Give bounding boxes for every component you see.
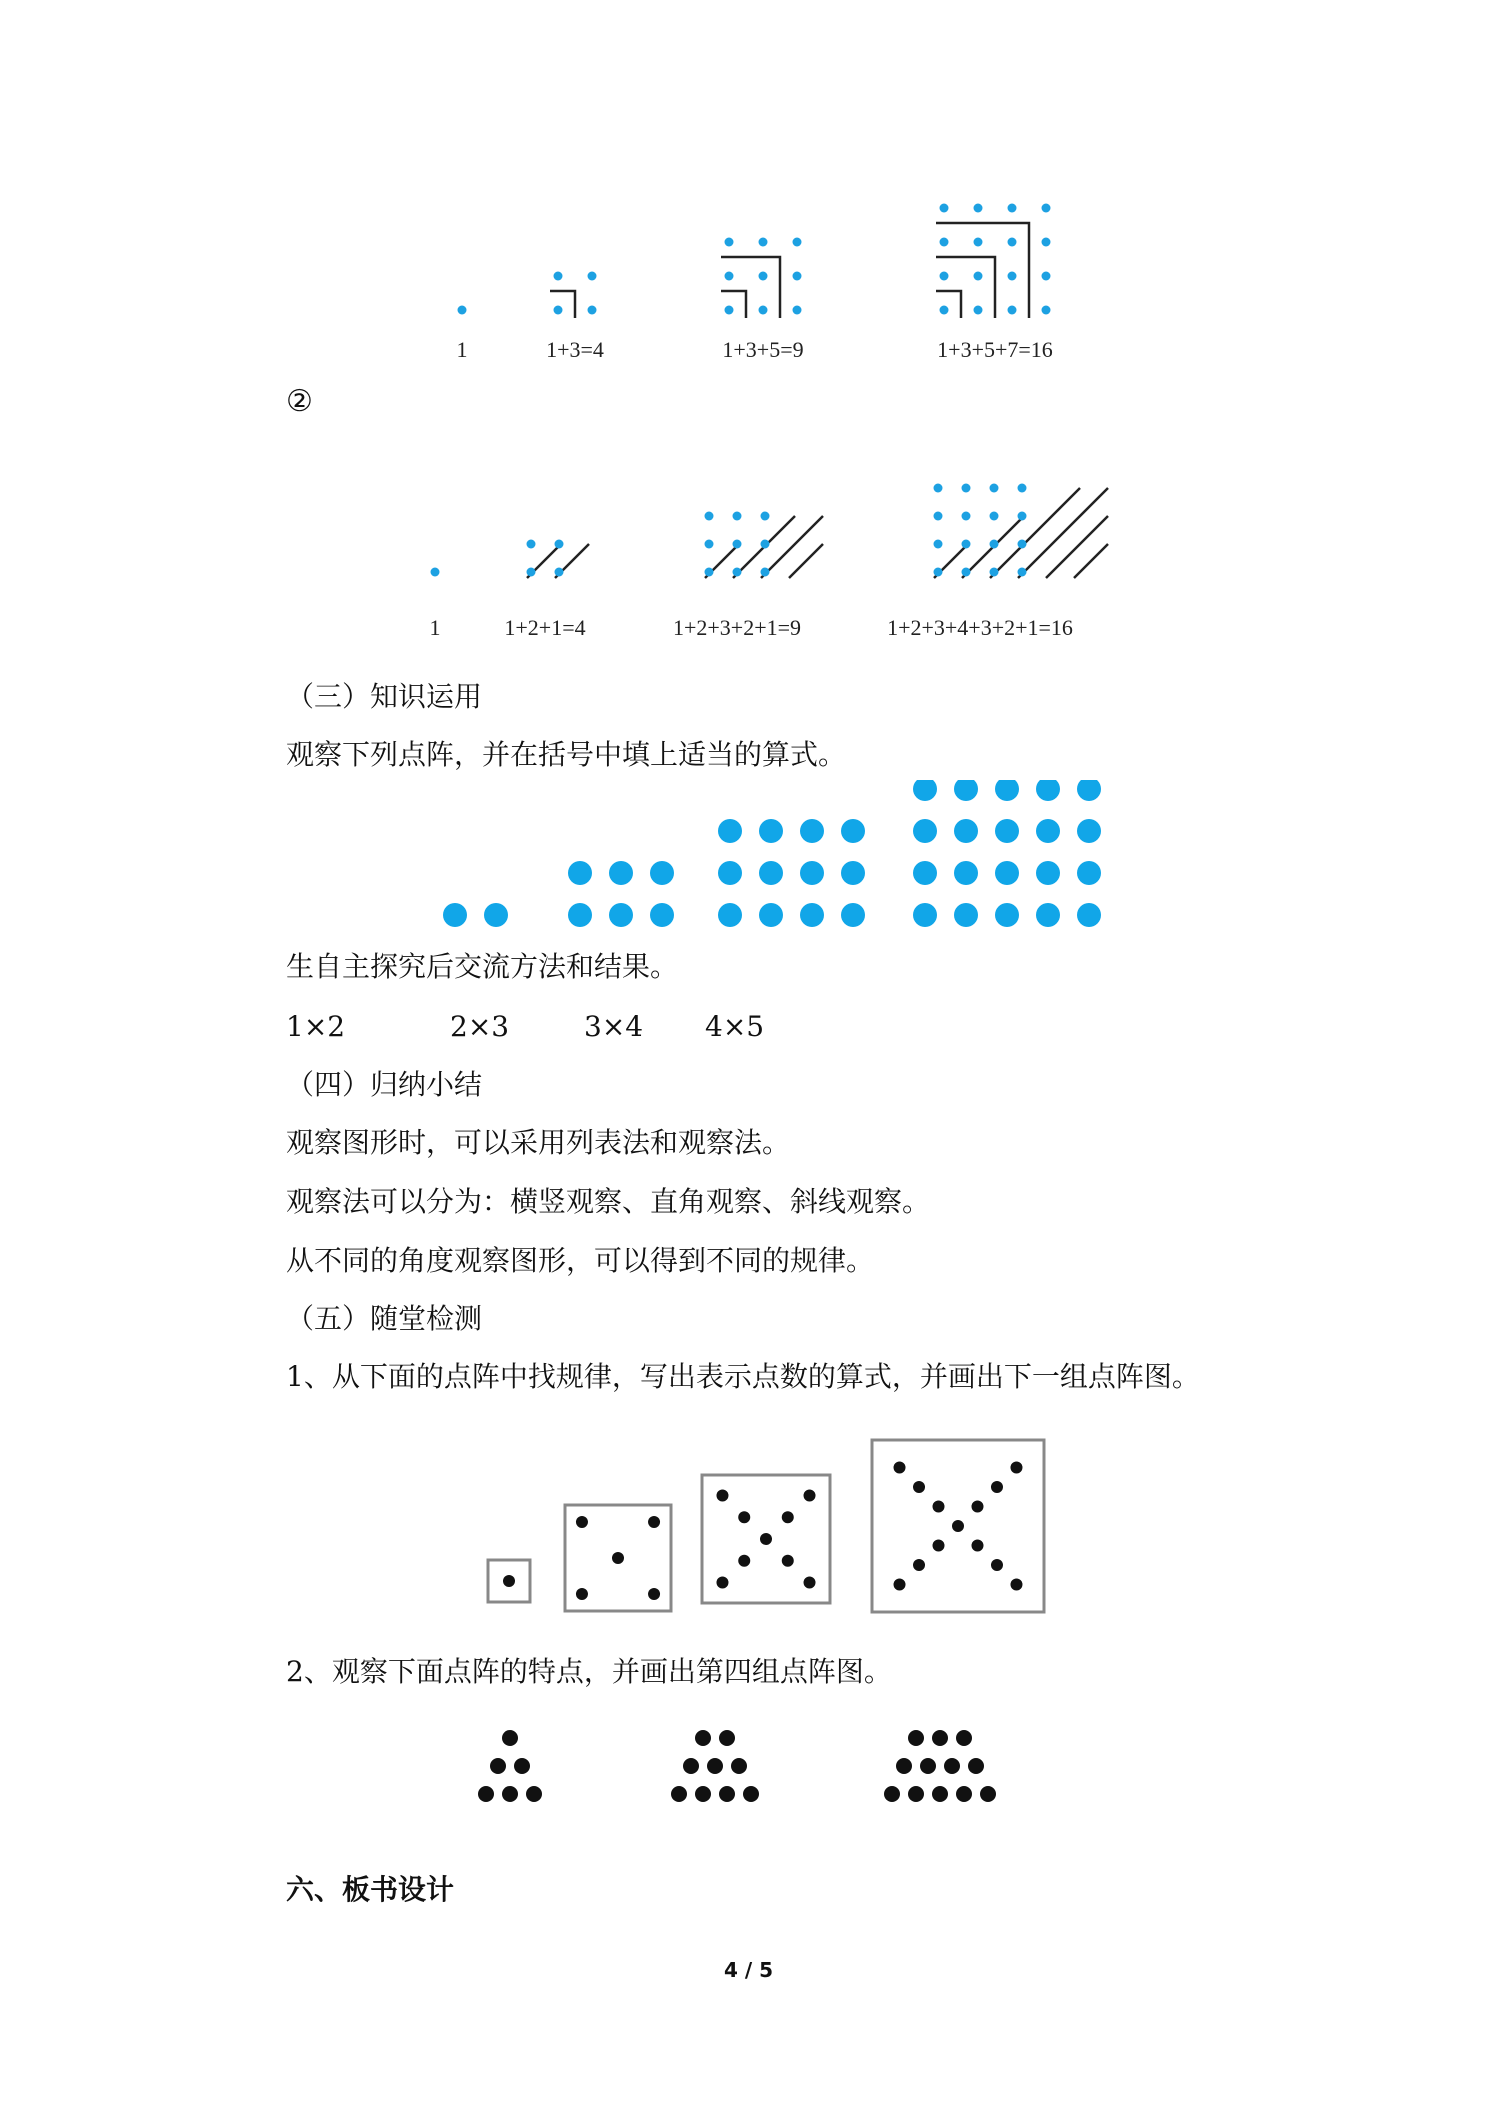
triangle-dot-arrays (440, 1720, 1090, 1840)
rect-array-dot (995, 903, 1019, 927)
x-pattern-dot (804, 1577, 816, 1589)
rectangular-dot-arrays (430, 780, 1130, 940)
figure1-corner-line (550, 291, 575, 318)
figure1-caption-1: 1 (456, 337, 468, 362)
figure2-diagonal-line (789, 544, 823, 578)
x-pattern-dot-boxes (470, 1425, 1070, 1625)
figure2-dot (705, 512, 714, 521)
figure2-dot (1018, 512, 1027, 521)
rect-array-dot (484, 903, 508, 927)
figure1-dot (1008, 272, 1017, 281)
figure2-dot (1018, 540, 1027, 549)
answer-2: 2×3 (450, 1010, 510, 1043)
figure2-dot (962, 568, 971, 577)
figure2-marker: ② (286, 384, 313, 419)
rect-array-dot (718, 903, 742, 927)
diagonal-dot-array-figure (410, 445, 1130, 650)
figure1-dot (725, 272, 734, 281)
summary-line-1: 观察图形时，可以采用列表法和观察法。 (286, 1126, 791, 1159)
figure2-diagonal-line (761, 516, 823, 578)
figure2-caption-1: 1 (429, 615, 441, 640)
figure2-dot (990, 484, 999, 493)
summary-line-2: 观察法可以分为：横竖观察、直角观察、斜线观察。 (286, 1185, 931, 1218)
figure2-caption-4: 1+2+3+4+3+2+1=16 (887, 615, 1073, 640)
figure1-dot (1042, 272, 1051, 281)
section6-heading: 六、板书设计 (286, 1873, 455, 1906)
triangle-dot (944, 1758, 960, 1774)
rect-array-dot (1077, 903, 1101, 927)
figure1-dot (793, 272, 802, 281)
figure1-dot (1042, 306, 1051, 315)
figure1-dot (759, 306, 768, 315)
figure1-dot (974, 238, 983, 247)
triangle-dot (896, 1758, 912, 1774)
rect-array-dot (1077, 819, 1101, 843)
figure1-caption-3: 1+3+5=9 (722, 337, 804, 362)
figure1-dot (588, 306, 597, 315)
x-pattern-dot (894, 1462, 906, 1474)
triangle-dot (695, 1786, 711, 1802)
figure1-dot (974, 306, 983, 315)
triangle-dot (932, 1730, 948, 1746)
triangle-dot (719, 1730, 735, 1746)
figure2-dot (934, 512, 943, 521)
x-pattern-dot (760, 1533, 772, 1545)
rect-array-dot (995, 819, 1019, 843)
figure1-dot (554, 306, 563, 315)
figure1-dot (793, 238, 802, 247)
triangle-dot (731, 1758, 747, 1774)
figure2-caption-2: 1+2+1=4 (504, 615, 586, 640)
x-pattern-dot (991, 1481, 1003, 1493)
rect-array-dot (841, 819, 865, 843)
rect-array-dot (954, 861, 978, 885)
figure2-dot (962, 540, 971, 549)
figure1-corner-line (936, 223, 1029, 318)
figure1-dot (588, 272, 597, 281)
question-2: 2、观察下面点阵的特点，并画出第四组点阵图。 (286, 1655, 892, 1688)
rect-array-dot (954, 903, 978, 927)
rect-array-dot (995, 861, 1019, 885)
figure1-dot (725, 238, 734, 247)
x-pattern-dot (933, 1539, 945, 1551)
triangle-dot (502, 1730, 518, 1746)
figure2-diagonal-line (1074, 544, 1108, 578)
rect-array-dot (1077, 780, 1101, 801)
corner-dot-array-figure (420, 185, 1120, 370)
figure2-dot (990, 540, 999, 549)
section3-after-text: 生自主探究后交流方法和结果。 (286, 950, 679, 983)
answer-1: 1×2 (286, 1010, 346, 1043)
triangle-dot (884, 1786, 900, 1802)
triangle-dot (490, 1758, 506, 1774)
figure1-dot (974, 204, 983, 213)
figure1-dot (793, 306, 802, 315)
x-pattern-dot (716, 1489, 728, 1501)
figure1-dot (725, 306, 734, 315)
triangle-dot (514, 1758, 530, 1774)
x-pattern-dot (576, 1516, 588, 1528)
x-pattern-dot (648, 1588, 660, 1600)
figure1-corner-line (936, 291, 961, 318)
x-pattern-dot (738, 1555, 750, 1567)
figure2-caption-3: 1+2+3+2+1=9 (672, 615, 802, 640)
figure2-dot (761, 540, 770, 549)
x-pattern-dot (971, 1501, 983, 1513)
x-pattern-dot (1010, 1578, 1022, 1590)
figure2-dot (934, 540, 943, 549)
figure1-dot (940, 272, 949, 281)
rect-array-dot (841, 861, 865, 885)
figure2-dot (990, 512, 999, 521)
rect-array-dot (1036, 819, 1060, 843)
rect-array-dot (1036, 903, 1060, 927)
rect-array-dot (443, 903, 467, 927)
figure2-diagonal-line (1046, 516, 1108, 578)
figure2-dot (527, 568, 536, 577)
triangle-dot (743, 1786, 759, 1802)
triangle-dot (956, 1730, 972, 1746)
triangle-dot (932, 1786, 948, 1802)
rect-array-dot (913, 780, 937, 801)
x-pattern-dot (738, 1511, 750, 1523)
triangle-dot (502, 1786, 518, 1802)
figure2-dot (555, 568, 564, 577)
figure1-dot (974, 272, 983, 281)
rect-array-dot (800, 819, 824, 843)
figure2-dot (1018, 484, 1027, 493)
rect-array-dot (841, 903, 865, 927)
rect-array-dot (650, 861, 674, 885)
figure1-dot (940, 238, 949, 247)
triangle-dot (719, 1786, 735, 1802)
rect-array-dot (718, 861, 742, 885)
triangle-dot (707, 1758, 723, 1774)
rect-array-dot (800, 903, 824, 927)
summary-line-3: 从不同的角度观察图形，可以得到不同的规律。 (286, 1244, 875, 1277)
figure2-dot (761, 568, 770, 577)
rect-array-dot (913, 861, 937, 885)
rect-array-dot (1036, 780, 1060, 801)
triangle-dot (695, 1730, 711, 1746)
section5-heading: （五）随堂检测 (286, 1302, 483, 1335)
triangle-dot (956, 1786, 972, 1802)
figure1-corner-line (721, 291, 746, 318)
rect-array-dot (609, 861, 633, 885)
x-pattern-dot (894, 1578, 906, 1590)
rect-array-dot (568, 861, 592, 885)
figure2-dot (962, 512, 971, 521)
x-pattern-dot (913, 1559, 925, 1571)
rect-array-dot (609, 903, 633, 927)
triangle-dot (908, 1786, 924, 1802)
triangle-dot (908, 1730, 924, 1746)
rect-array-dot (954, 780, 978, 801)
triangle-dot (968, 1758, 984, 1774)
figure2-dot (705, 568, 714, 577)
rect-array-dot (718, 819, 742, 843)
figure1-caption-2: 1+3=4 (546, 337, 604, 362)
rect-array-dot (759, 861, 783, 885)
figure2-dot (705, 540, 714, 549)
x-pattern-dot (913, 1481, 925, 1493)
figure2-diagonal-line (990, 488, 1080, 578)
rect-array-dot (1077, 861, 1101, 885)
rect-array-dot (759, 819, 783, 843)
answer-4: 4×5 (705, 1010, 765, 1043)
x-pattern-dot (1010, 1462, 1022, 1474)
x-pattern-dot (576, 1588, 588, 1600)
rect-array-dot (568, 903, 592, 927)
page-number: 4 / 5 (724, 1958, 774, 1982)
x-pattern-dot (716, 1577, 728, 1589)
section3-heading: （三）知识运用 (286, 680, 483, 713)
figure2-dot (733, 512, 742, 521)
figure2-dot (934, 568, 943, 577)
section3-instruction: 观察下列点阵，并在括号中填上适当的算式。 (286, 738, 847, 771)
figure2-diagonal-line (1018, 488, 1108, 578)
figure1-dot (940, 306, 949, 315)
figure1-caption-4: 1+3+5+7=16 (937, 337, 1053, 362)
rect-array-dot (759, 903, 783, 927)
x-pattern-dot (782, 1511, 794, 1523)
figure2-dot (934, 484, 943, 493)
figure1-dot (458, 306, 467, 315)
x-pattern-dot (991, 1559, 1003, 1571)
figure1-dot (759, 238, 768, 247)
figure1-dot (1008, 238, 1017, 247)
figure1-dot (554, 272, 563, 281)
figure1-dot (759, 272, 768, 281)
figure1-dot (1008, 306, 1017, 315)
figure2-dot (431, 568, 440, 577)
figure1-dot (1042, 204, 1051, 213)
triangle-dot (683, 1758, 699, 1774)
rect-array-dot (995, 780, 1019, 801)
x-pattern-dot (648, 1516, 660, 1528)
figure2-dot (761, 512, 770, 521)
figure2-dot (962, 484, 971, 493)
rect-array-dot (954, 819, 978, 843)
x-pattern-dot (952, 1520, 964, 1532)
x-pattern-dot (612, 1552, 624, 1564)
question-1: 1、从下面的点阵中找规律，写出表示点数的算式，并画出下一组点阵图。 (286, 1360, 1200, 1393)
triangle-dot (980, 1786, 996, 1802)
rect-array-dot (800, 861, 824, 885)
rect-array-dot (913, 903, 937, 927)
x-pattern-dot (804, 1489, 816, 1501)
section4-heading: （四）归纳小结 (286, 1068, 483, 1101)
figure2-dot (527, 540, 536, 549)
x-pattern-dot (503, 1575, 515, 1587)
x-pattern-dot (782, 1555, 794, 1567)
figure1-dot (1008, 204, 1017, 213)
figure2-dot (555, 540, 564, 549)
triangle-dot (671, 1786, 687, 1802)
rect-array-dot (913, 819, 937, 843)
figure1-dot (940, 204, 949, 213)
rect-array-dot (650, 903, 674, 927)
figure2-dot (1018, 568, 1027, 577)
x-pattern-dot (971, 1539, 983, 1551)
figure2-dot (733, 540, 742, 549)
answer-3: 3×4 (584, 1010, 644, 1043)
figure2-dot (990, 568, 999, 577)
triangle-dot (920, 1758, 936, 1774)
triangle-dot (478, 1786, 494, 1802)
figure1-dot (1042, 238, 1051, 247)
x-pattern-dot (933, 1501, 945, 1513)
figure2-dot (733, 568, 742, 577)
triangle-dot (526, 1786, 542, 1802)
rect-array-dot (1036, 861, 1060, 885)
